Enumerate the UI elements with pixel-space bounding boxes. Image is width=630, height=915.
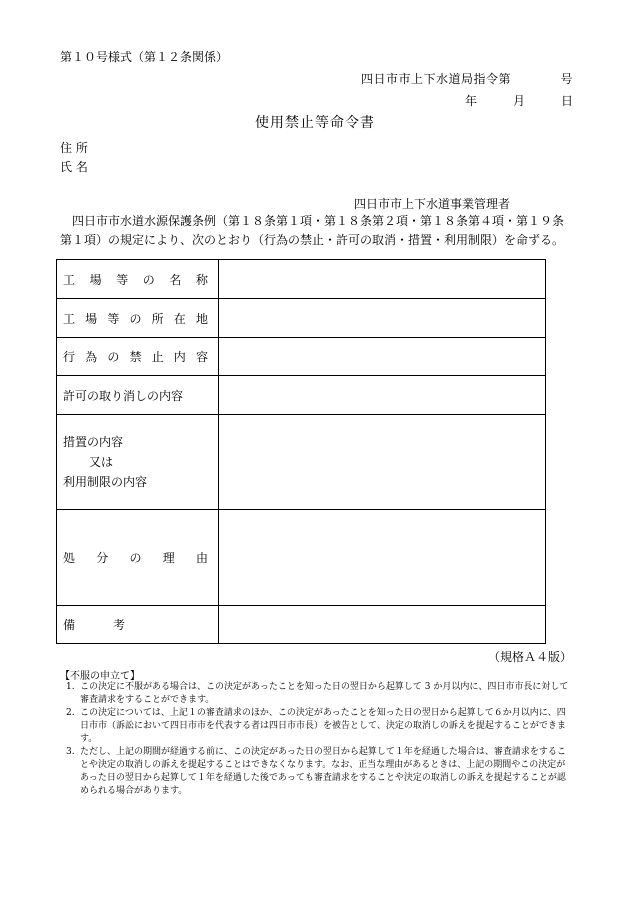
char: 為 — [85, 350, 98, 364]
prohibited-act-value[interactable] — [219, 338, 546, 376]
char: 在 — [173, 311, 186, 326]
table-row-reason — [57, 510, 546, 606]
appeal-notice — [66, 681, 574, 798]
appeal-item-number: 3. — [66, 747, 75, 757]
form-number: 第１０号様式（第１２条関係） — [60, 50, 229, 64]
issue-date — [465, 92, 573, 109]
factory-name-label — [57, 260, 219, 299]
char: 行 — [63, 350, 76, 364]
appeal-item-text: ただし、上記の期間が経過する前に、この決定があった日の翌日から起算して１年を経過した場合は、審査請求をすることや決定の取消しの訴えを提起することはできなくなります。なお、正当な理由があるときは、上記の期間やこの決定があった日の翌日から起算して１年を経過した後であっても審査請求をすることや決定の取消しの訴えを提起することが認められる場合があります。 — [80, 747, 566, 796]
date-day: 日 — [560, 94, 573, 108]
document-title: 使用禁止等命令書 — [255, 115, 375, 131]
table-row-revocation — [57, 376, 546, 415]
order-number-suffix: 号 — [560, 72, 573, 86]
prohibited-act-chars — [63, 348, 208, 365]
char: 由 — [195, 551, 208, 565]
order-number — [361, 70, 573, 87]
char: 工 — [63, 272, 76, 287]
measure-line2: 又は — [89, 455, 114, 469]
appeal-item-text: この決定に不服がある場合は、この決定があったことを知った日の翌日から起算して 3 か月以内に、四日市市長に対して審査請求をすることができます。 — [80, 682, 569, 705]
measure-line3: 利用制限の内容 — [63, 475, 148, 489]
appeal-item-number: 2. — [66, 708, 75, 718]
char: 考 — [112, 618, 125, 632]
char: 禁 — [129, 350, 142, 364]
table-row-measure — [57, 415, 546, 510]
factory-name-value[interactable] — [219, 260, 546, 299]
order-body-line1: 四日市市水道水源保護条例（第１８条第１項・第１８条第２項・第１８条第４項・第１９条 — [72, 214, 565, 228]
list-item — [66, 746, 574, 798]
char: の — [107, 350, 120, 364]
char: 称 — [195, 272, 208, 287]
reason-value[interactable] — [219, 510, 546, 606]
table-row-remarks — [57, 606, 546, 644]
appeal-item-text: この決定については、上記１の審査請求のほか、この決定があったことを知った日の翌日から起算して６か月以内に、四日市市（訴訟において四日市市を代表する者は四日市市長）を被告として、決定の取消しの訴えを提起することができます。 — [80, 708, 566, 744]
char: 止 — [151, 350, 164, 364]
address-label: 住 所 — [60, 141, 88, 155]
char: 地 — [195, 311, 208, 326]
char: 等 — [116, 272, 129, 287]
list-item — [66, 681, 574, 707]
char: 名 — [169, 272, 182, 287]
name-label: 氏 名 — [60, 160, 88, 174]
char: 等 — [107, 311, 120, 326]
char: 処 — [63, 551, 76, 565]
appeal-item-number: 1. — [66, 682, 75, 692]
measure-label — [57, 415, 219, 510]
table-row-factory-location — [57, 299, 546, 338]
prohibited-act-label — [57, 338, 219, 376]
table-row-factory-name — [57, 260, 546, 299]
measure-line1: 措置の内容 — [63, 435, 124, 449]
char: の — [129, 311, 142, 326]
char: 場 — [85, 311, 98, 326]
char: 備 — [63, 618, 76, 632]
paper-size-note: （規格Ａ４版） — [487, 650, 572, 664]
reason-label — [57, 510, 219, 606]
char: 内 — [173, 350, 186, 364]
remarks-value[interactable] — [219, 606, 546, 644]
revocation-value[interactable] — [219, 376, 546, 415]
factory-name-chars — [63, 271, 208, 288]
date-month: 月 — [512, 94, 525, 108]
revocation-label: 許可の取り消しの内容 — [57, 376, 219, 415]
order-body-line2: 第１項）の規定により、次のとおり（行為の禁止・許可の取消・措置・利用制限）を命ずる。 — [60, 233, 565, 247]
char: 所 — [151, 311, 164, 326]
table-row-prohibited-act — [57, 338, 546, 376]
measure-value[interactable] — [219, 415, 546, 510]
factory-location-label — [57, 299, 219, 338]
char: 容 — [195, 350, 208, 364]
order-details-table — [56, 259, 546, 644]
appeal-title: 【不服の申立て】 — [60, 671, 140, 682]
date-year: 年 — [464, 94, 477, 108]
issuer: 四日市市上下水道事業管理者 — [354, 197, 511, 211]
order-number-prefix: 四日市市上下水道局指令第 — [360, 72, 511, 86]
char: の — [142, 272, 155, 287]
list-item — [66, 707, 574, 746]
char: 理 — [162, 551, 175, 565]
char: の — [129, 551, 142, 565]
reason-chars — [63, 549, 208, 566]
char: 工 — [63, 311, 76, 326]
factory-location-value[interactable] — [219, 299, 546, 338]
order-body — [60, 212, 580, 250]
char: 場 — [89, 272, 102, 287]
factory-location-chars — [63, 310, 208, 327]
remarks-label — [57, 606, 219, 644]
remarks-chars — [63, 616, 125, 633]
char: 分 — [96, 551, 109, 565]
